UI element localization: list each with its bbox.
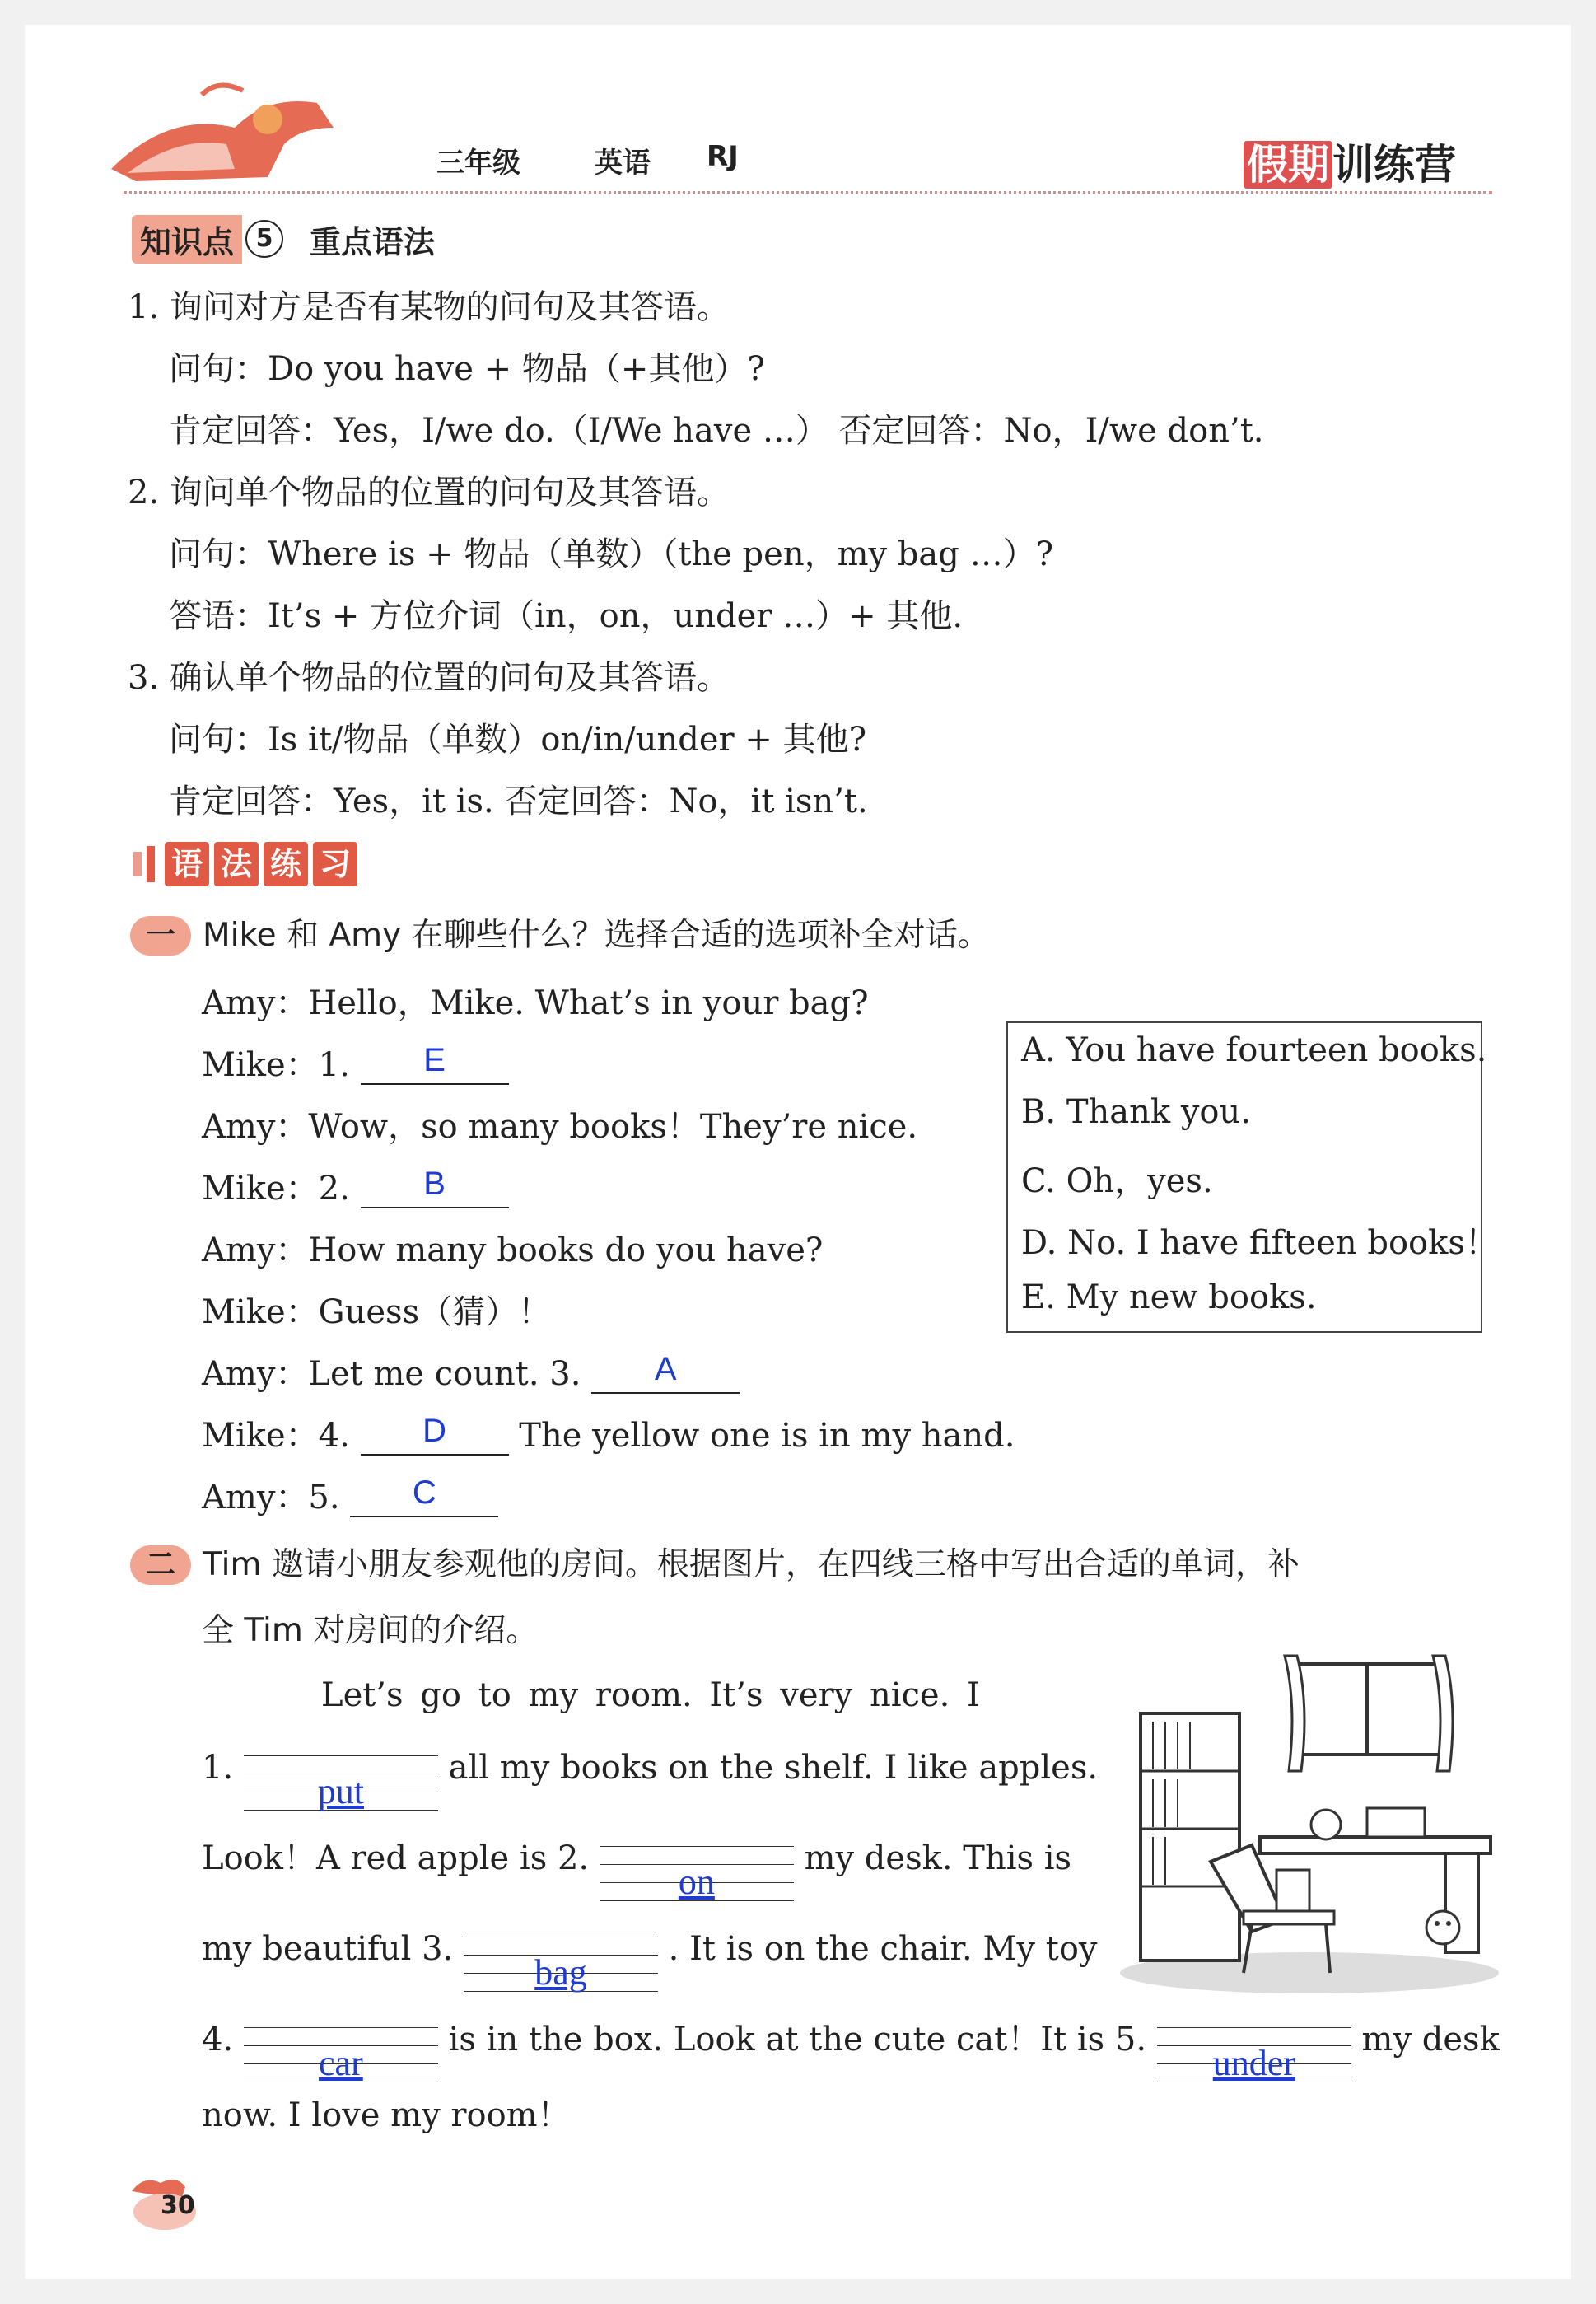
writing-lines[interactable]: put [244, 1749, 438, 1818]
header-subject: 英语 [595, 147, 651, 180]
exercise1-instruction: Mike 和 Amy 在聊些什么？选择合适的选项补全对话。 [203, 917, 990, 954]
knowledge-title: 重点语法 [310, 223, 436, 260]
writing-lines[interactable]: bag [464, 1930, 658, 1999]
knowledge-label: 知识点 [132, 215, 242, 264]
passage-line: Look！A red apple is 2. on my desk. This is [202, 1835, 1071, 1909]
passage-line: 1. put all my books on the shelf. I like apples. [202, 1745, 1098, 1818]
section-char: 练 [264, 842, 308, 886]
dialogue-line: Mike：2. B [202, 1166, 509, 1213]
dialogue-line: Amy：Hello，Mike. What’s in your bag? [202, 984, 869, 1022]
option-d: D. No. I have fifteen books！ [1021, 1224, 1498, 1262]
brand-rest: 训练营 [1332, 141, 1456, 189]
passage-line: my beautiful 3. bag . It is on the chair. My toy [202, 1926, 1098, 1999]
brand-logo [1244, 132, 1456, 191]
dialogue-line: Mike：Guess（猜）！ [202, 1293, 552, 1331]
exercise2-instruction-2: 全 Tim 对房间的介绍。 [202, 1612, 539, 1649]
writing-lines[interactable]: on [600, 1839, 794, 1909]
grammar-line: 肯定回答：Yes，I/we do.（I/We have …） 否定回答：No，I/we don’t. [169, 412, 1264, 450]
exercise2-heading [130, 1542, 1300, 1588]
passage-line: Let’s go to my room. It’s very nice. I [321, 1676, 980, 1714]
page-number: 30 [161, 2191, 195, 2220]
grammar-line: 3. 确认单个物品的位置的问句及其答语。 [128, 659, 730, 697]
dialogue-line: Mike：1. E [202, 1042, 509, 1090]
grammar-line: 问句：Where is + 物品（单数）（the pen，my bag …）? [169, 535, 1054, 573]
exercise2-instruction-1: Tim 邀请小朋友参观他的房间。根据图片，在四线三格中写出合适的单词，补 [203, 1546, 1300, 1583]
header-grade: 三年级 [436, 147, 520, 180]
dialogue-line: Amy：5. C [202, 1474, 498, 1522]
dialogue-line: Amy：How many books do you have? [202, 1231, 824, 1269]
section-char: 语 [165, 842, 209, 886]
exercise2-badge: 二 [130, 1545, 191, 1585]
option-b: B. Thank you. [1021, 1093, 1251, 1131]
section-char: 习 [313, 842, 357, 886]
exercise1-badge: 一 [130, 916, 191, 956]
grammar-line: 问句：Do you have + 物品（+其他）? [169, 350, 765, 388]
option-a: A. You have fourteen books. [1021, 1031, 1487, 1069]
dialogue-line: Amy：Wow，so many books！They’re nice. [202, 1108, 918, 1146]
dialogue-line: Amy：Let me count. 3. A [202, 1351, 740, 1399]
grammar-line: 1. 询问对方是否有某物的问句及其答语。 [128, 288, 730, 326]
answer-blank[interactable]: C [350, 1470, 498, 1517]
knowledge-point-heading [132, 216, 435, 262]
answer-blank[interactable]: A [591, 1346, 740, 1394]
dialogue-line: Mike：4. D The yellow one is in my hand. [202, 1413, 1015, 1460]
brand-highlight: 假期 [1244, 141, 1332, 189]
writing-lines[interactable]: under [1157, 2021, 1351, 2090]
header-divider [124, 191, 1492, 194]
answer-blank[interactable]: E [361, 1037, 509, 1085]
room-illustration-icon [1120, 1647, 1499, 1993]
option-c: C. Oh，yes. [1021, 1162, 1213, 1200]
practice-section-title [133, 842, 357, 886]
answer-blank[interactable]: D [361, 1408, 509, 1456]
header-decoration-icon [103, 78, 350, 194]
passage-line: 4. car is in the box. Look at the cute cat！It is 5. under my desk [202, 2017, 1500, 2090]
knowledge-number: 5 [245, 220, 283, 258]
answer-blank[interactable]: B [361, 1161, 509, 1208]
options-box [1006, 1021, 1498, 1333]
section-char: 法 [214, 842, 259, 886]
header-edition: RJ [707, 140, 739, 173]
passage-line: now. I love my room！ [202, 2096, 571, 2134]
writing-lines[interactable]: car [244, 2021, 438, 2090]
option-e: E. My new books. [1021, 1278, 1317, 1316]
grammar-line: 肯定回答：Yes，it is. 否定回答：No，it isn’t. [169, 783, 868, 820]
grammar-line: 问句：Is it/物品（单数）on/in/under + 其他? [169, 721, 867, 759]
section-bars-icon [133, 846, 160, 882]
grammar-line: 2. 询问单个物品的位置的问句及其答语。 [128, 474, 730, 512]
exercise1-heading [130, 913, 990, 959]
grammar-line: 答语：It’s + 方位介词（in，on，under …）+ 其他. [169, 597, 964, 635]
